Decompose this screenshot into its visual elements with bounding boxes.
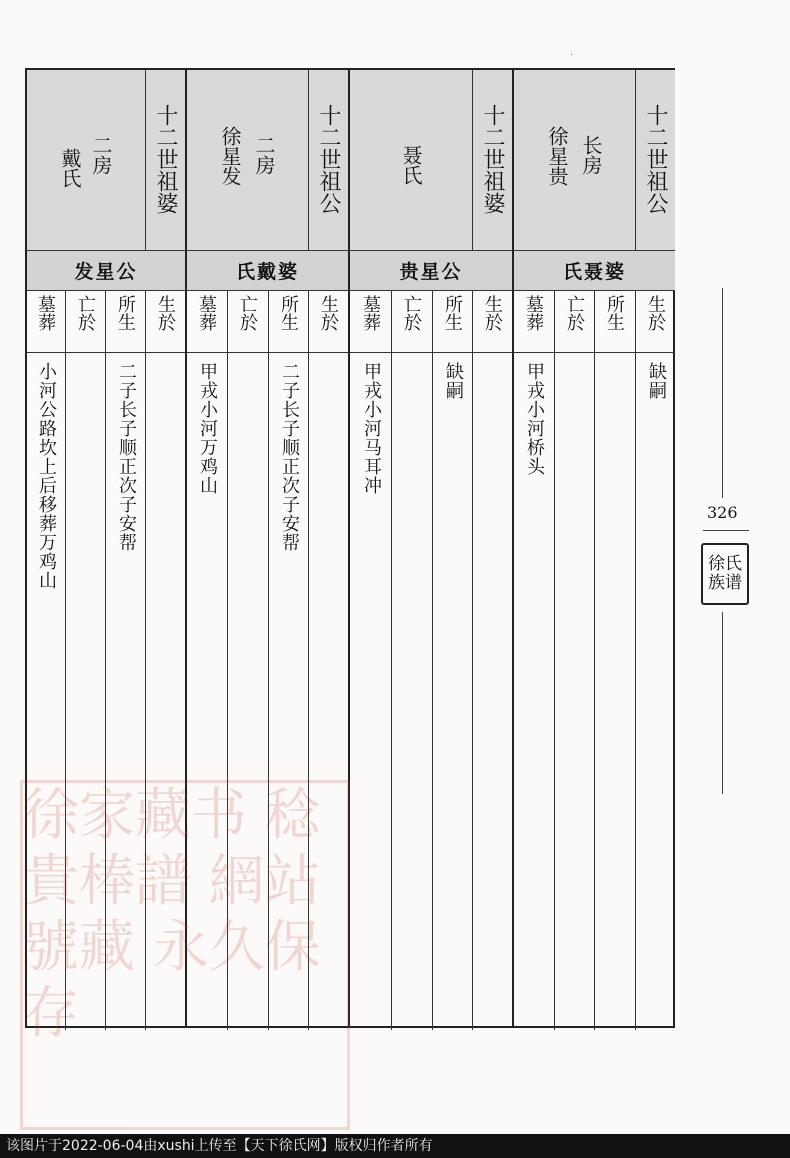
cell-suosheng: 二子长子顺正次子安帮	[116, 362, 137, 552]
col-head-wang: 亡於	[237, 295, 258, 331]
cell-muzang: 小河公路坎上后移葬万鸡山	[36, 362, 57, 590]
col-head-sheng: 生於	[155, 295, 176, 331]
col-head-suosheng: 所生	[604, 295, 625, 331]
person-name: 徐星发	[218, 126, 242, 186]
seal-text: 徐氏族谱	[708, 554, 742, 593]
col-head-sheng: 生於	[645, 295, 666, 331]
generation-label: 十二世祖公	[643, 104, 668, 214]
spouse-label: 氏聂婆	[514, 250, 675, 290]
col-head-wang: 亡於	[401, 295, 422, 331]
branch-label: 二房	[252, 135, 276, 175]
generation-label: 十二世祖婆	[480, 104, 505, 214]
branch-label: 长房	[579, 135, 603, 175]
branch-label: 二房	[89, 135, 113, 175]
margin-rule	[703, 530, 749, 531]
person-name: 徐星贵	[545, 126, 569, 186]
record-block-4	[27, 70, 187, 1026]
generation-label: 十二世祖公	[316, 104, 341, 214]
col-head-muzang: 墓葬	[196, 295, 217, 331]
generation-label: 十二世祖婆	[153, 104, 178, 214]
genealogy-table	[25, 68, 675, 1028]
col-head-muzang: 墓葬	[35, 295, 56, 331]
spouse-label: 发星公	[27, 250, 185, 290]
cell-muzang: 甲戎小河马耳冲	[361, 362, 382, 495]
margin-rule	[722, 612, 723, 794]
col-head-suosheng: 所生	[115, 295, 136, 331]
margin-rule	[722, 288, 723, 498]
cell-suosheng: 缺嗣	[443, 362, 464, 400]
spouse-label: 氏戴婆	[187, 250, 348, 290]
col-head-sheng: 生於	[318, 295, 339, 331]
cell-sheng: 缺嗣	[646, 362, 667, 400]
upload-footer: 该图片于2022-06-04由xushi上传至【天下徐氏网】版权归作者所有	[0, 1134, 790, 1158]
col-head-muzang: 墓葬	[360, 295, 381, 331]
cell-muzang: 甲戎小河万鸡山	[197, 362, 218, 495]
spouse-label: 贵星公	[350, 250, 512, 290]
col-head-wang: 亡於	[75, 295, 96, 331]
scan-speck: ·	[570, 50, 574, 61]
col-head-suosheng: 所生	[278, 295, 299, 331]
page-number: 326	[707, 503, 738, 522]
cell-suosheng: 二子长子顺正次子安帮	[279, 362, 300, 552]
record-block-2	[350, 70, 514, 1026]
record-block-1	[514, 70, 675, 1026]
col-head-muzang: 墓葬	[523, 295, 544, 331]
record-block-3	[187, 70, 350, 1026]
watermark-text: 徐家藏书 稔貴棒譜 網站號藏 永久保存	[23, 783, 321, 1046]
person-name: 戴氏	[58, 148, 82, 188]
col-head-suosheng: 所生	[442, 295, 463, 331]
cell-muzang: 甲戎小河桥头	[524, 362, 545, 476]
col-head-wang: 亡於	[564, 295, 585, 331]
book-seal	[701, 543, 749, 605]
person-name: 聂氏	[399, 145, 423, 185]
col-head-sheng: 生於	[482, 295, 503, 331]
